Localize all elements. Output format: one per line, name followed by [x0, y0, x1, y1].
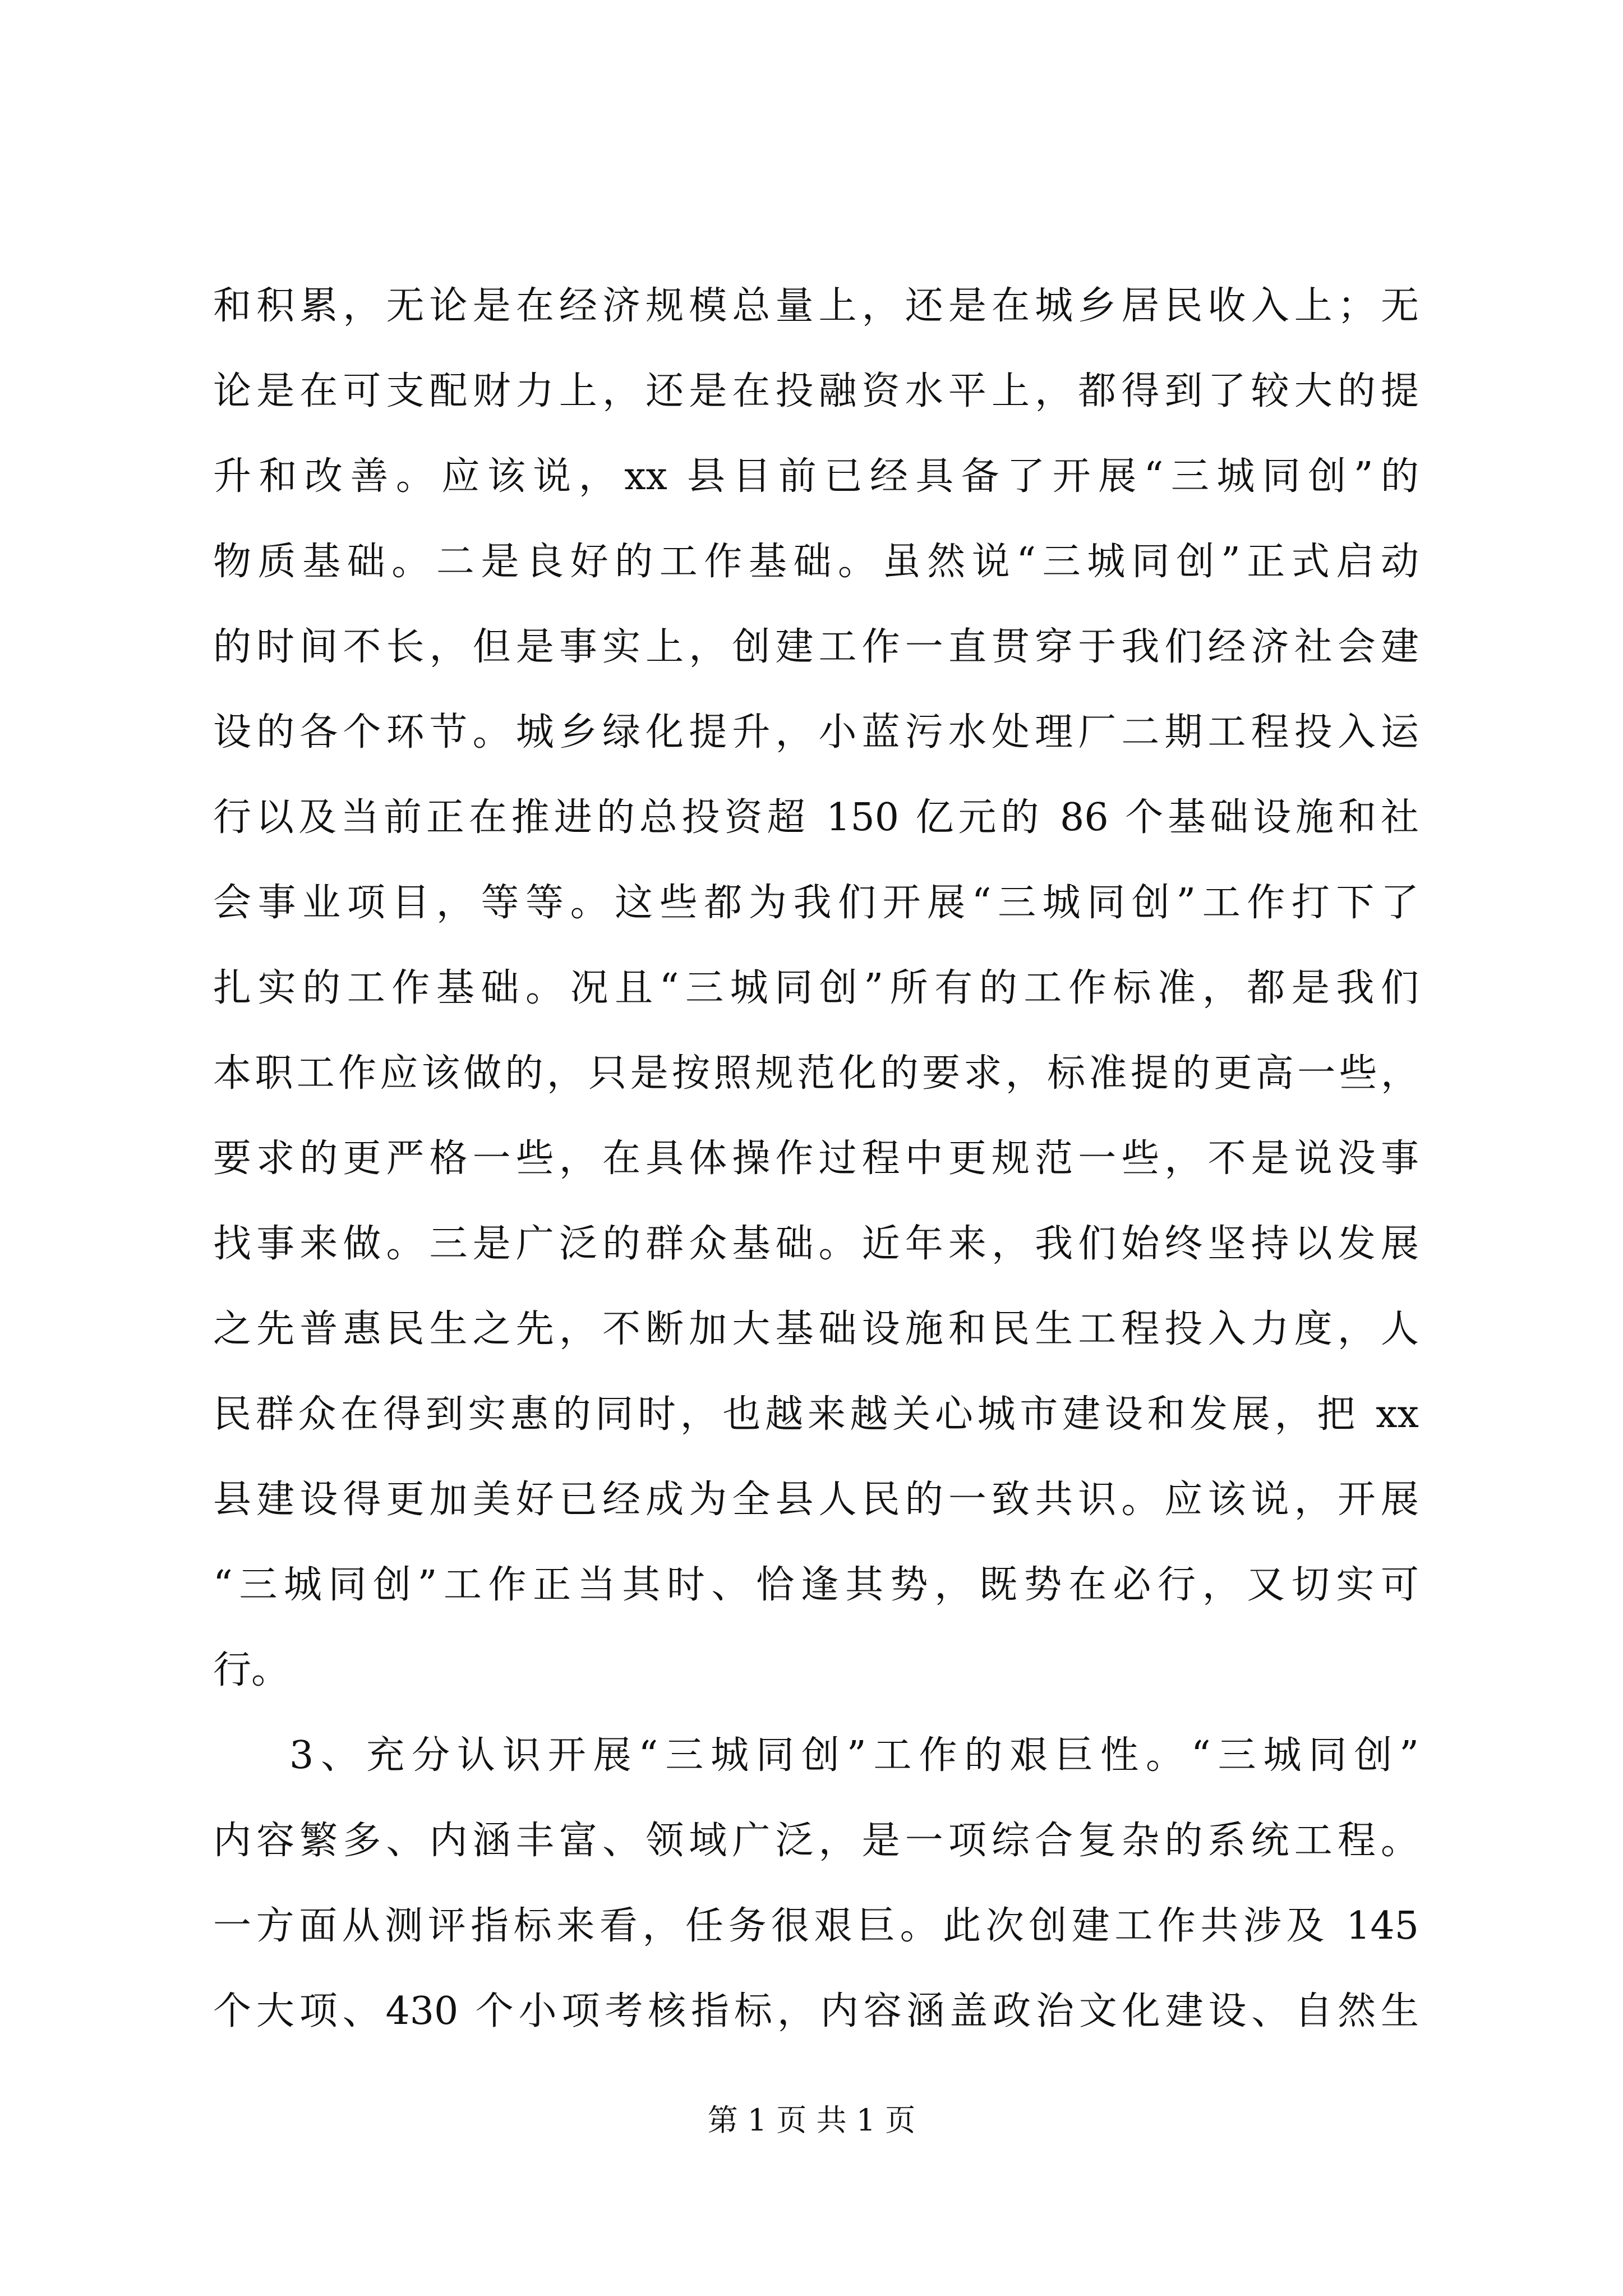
- body-line-4: 物质基础。二是良好的工作基础。虽然说“三城同创”正式启动: [213, 540, 1419, 584]
- body-line-3: 升和改善。应该说，xx 县目前已经具备了开展“三城同创”的: [213, 454, 1419, 499]
- body-line-17: 行。: [213, 1648, 290, 1692]
- body-line-1: 和积累，无论是在经济规模总量上，还是在城乡居民收入上；无: [213, 284, 1419, 328]
- body-line-7: 行以及当前正在推进的总投资超 150 亿元的 86 个基础设施和社: [213, 795, 1419, 840]
- body-line-20: 一方面从测评指标来看，任务很艰巨。此次创建工作共涉及 145: [213, 1904, 1419, 1948]
- body-line-21: 个大项、430 个小项考核指标，内容涵盖政治文化建设、自然生: [213, 1989, 1419, 2033]
- body-line-15: 县建设得更加美好已经成为全县人民的一致共识。应该说，开展: [213, 1478, 1419, 1522]
- body-line-6: 设的各个环节。城乡绿化提升，小蓝污水处理厂二期工程投入运: [213, 710, 1419, 754]
- section-heading-line: 3、充分认识开展“三城同创”工作的艰巨性。“三城同创”: [289, 1733, 1419, 1778]
- body-line-13: 之先普惠民生之先，不断加大基础设施和民生工程投入力度，人: [213, 1307, 1419, 1351]
- body-line-11: 要求的更严格一些，在具体操作过程中更规范一些，不是说没事: [213, 1137, 1419, 1181]
- body-line-9: 扎实的工作基础。况且“三城同创”所有的工作标准，都是我们: [213, 966, 1419, 1010]
- body-line-2: 论是在可支配财力上，还是在投融资水平上，都得到了较大的提: [213, 369, 1419, 413]
- body-line-12: 找事来做。三是广泛的群众基础。近年来，我们始终坚持以发展: [213, 1222, 1419, 1266]
- body-line-8: 会事业项目，等等。这些都为我们开展“三城同创”工作打下了: [213, 881, 1419, 925]
- body-line-16: “三城同创”工作正当其时、恰逢其势，既势在必行，又切实可: [213, 1563, 1419, 1607]
- body-line-14: 民群众在得到实惠的同时，也越来越关心城市建设和发展，把 xx: [213, 1392, 1419, 1437]
- document-body: [213, 264, 1419, 2054]
- body-line-10: 本职工作应该做的，只是按照规范化的要求，标准提的更高一些，: [213, 1051, 1419, 1096]
- page-number-footer: 第 1 页 共 1 页: [707, 2102, 916, 2138]
- body-line-19: 内容繁多、内涵丰富、领域广泛，是一项综合复杂的系统工程。: [213, 1819, 1419, 1863]
- body-line-5: 的时间不长，但是事实上，创建工作一直贯穿于我们经济社会建: [213, 625, 1419, 669]
